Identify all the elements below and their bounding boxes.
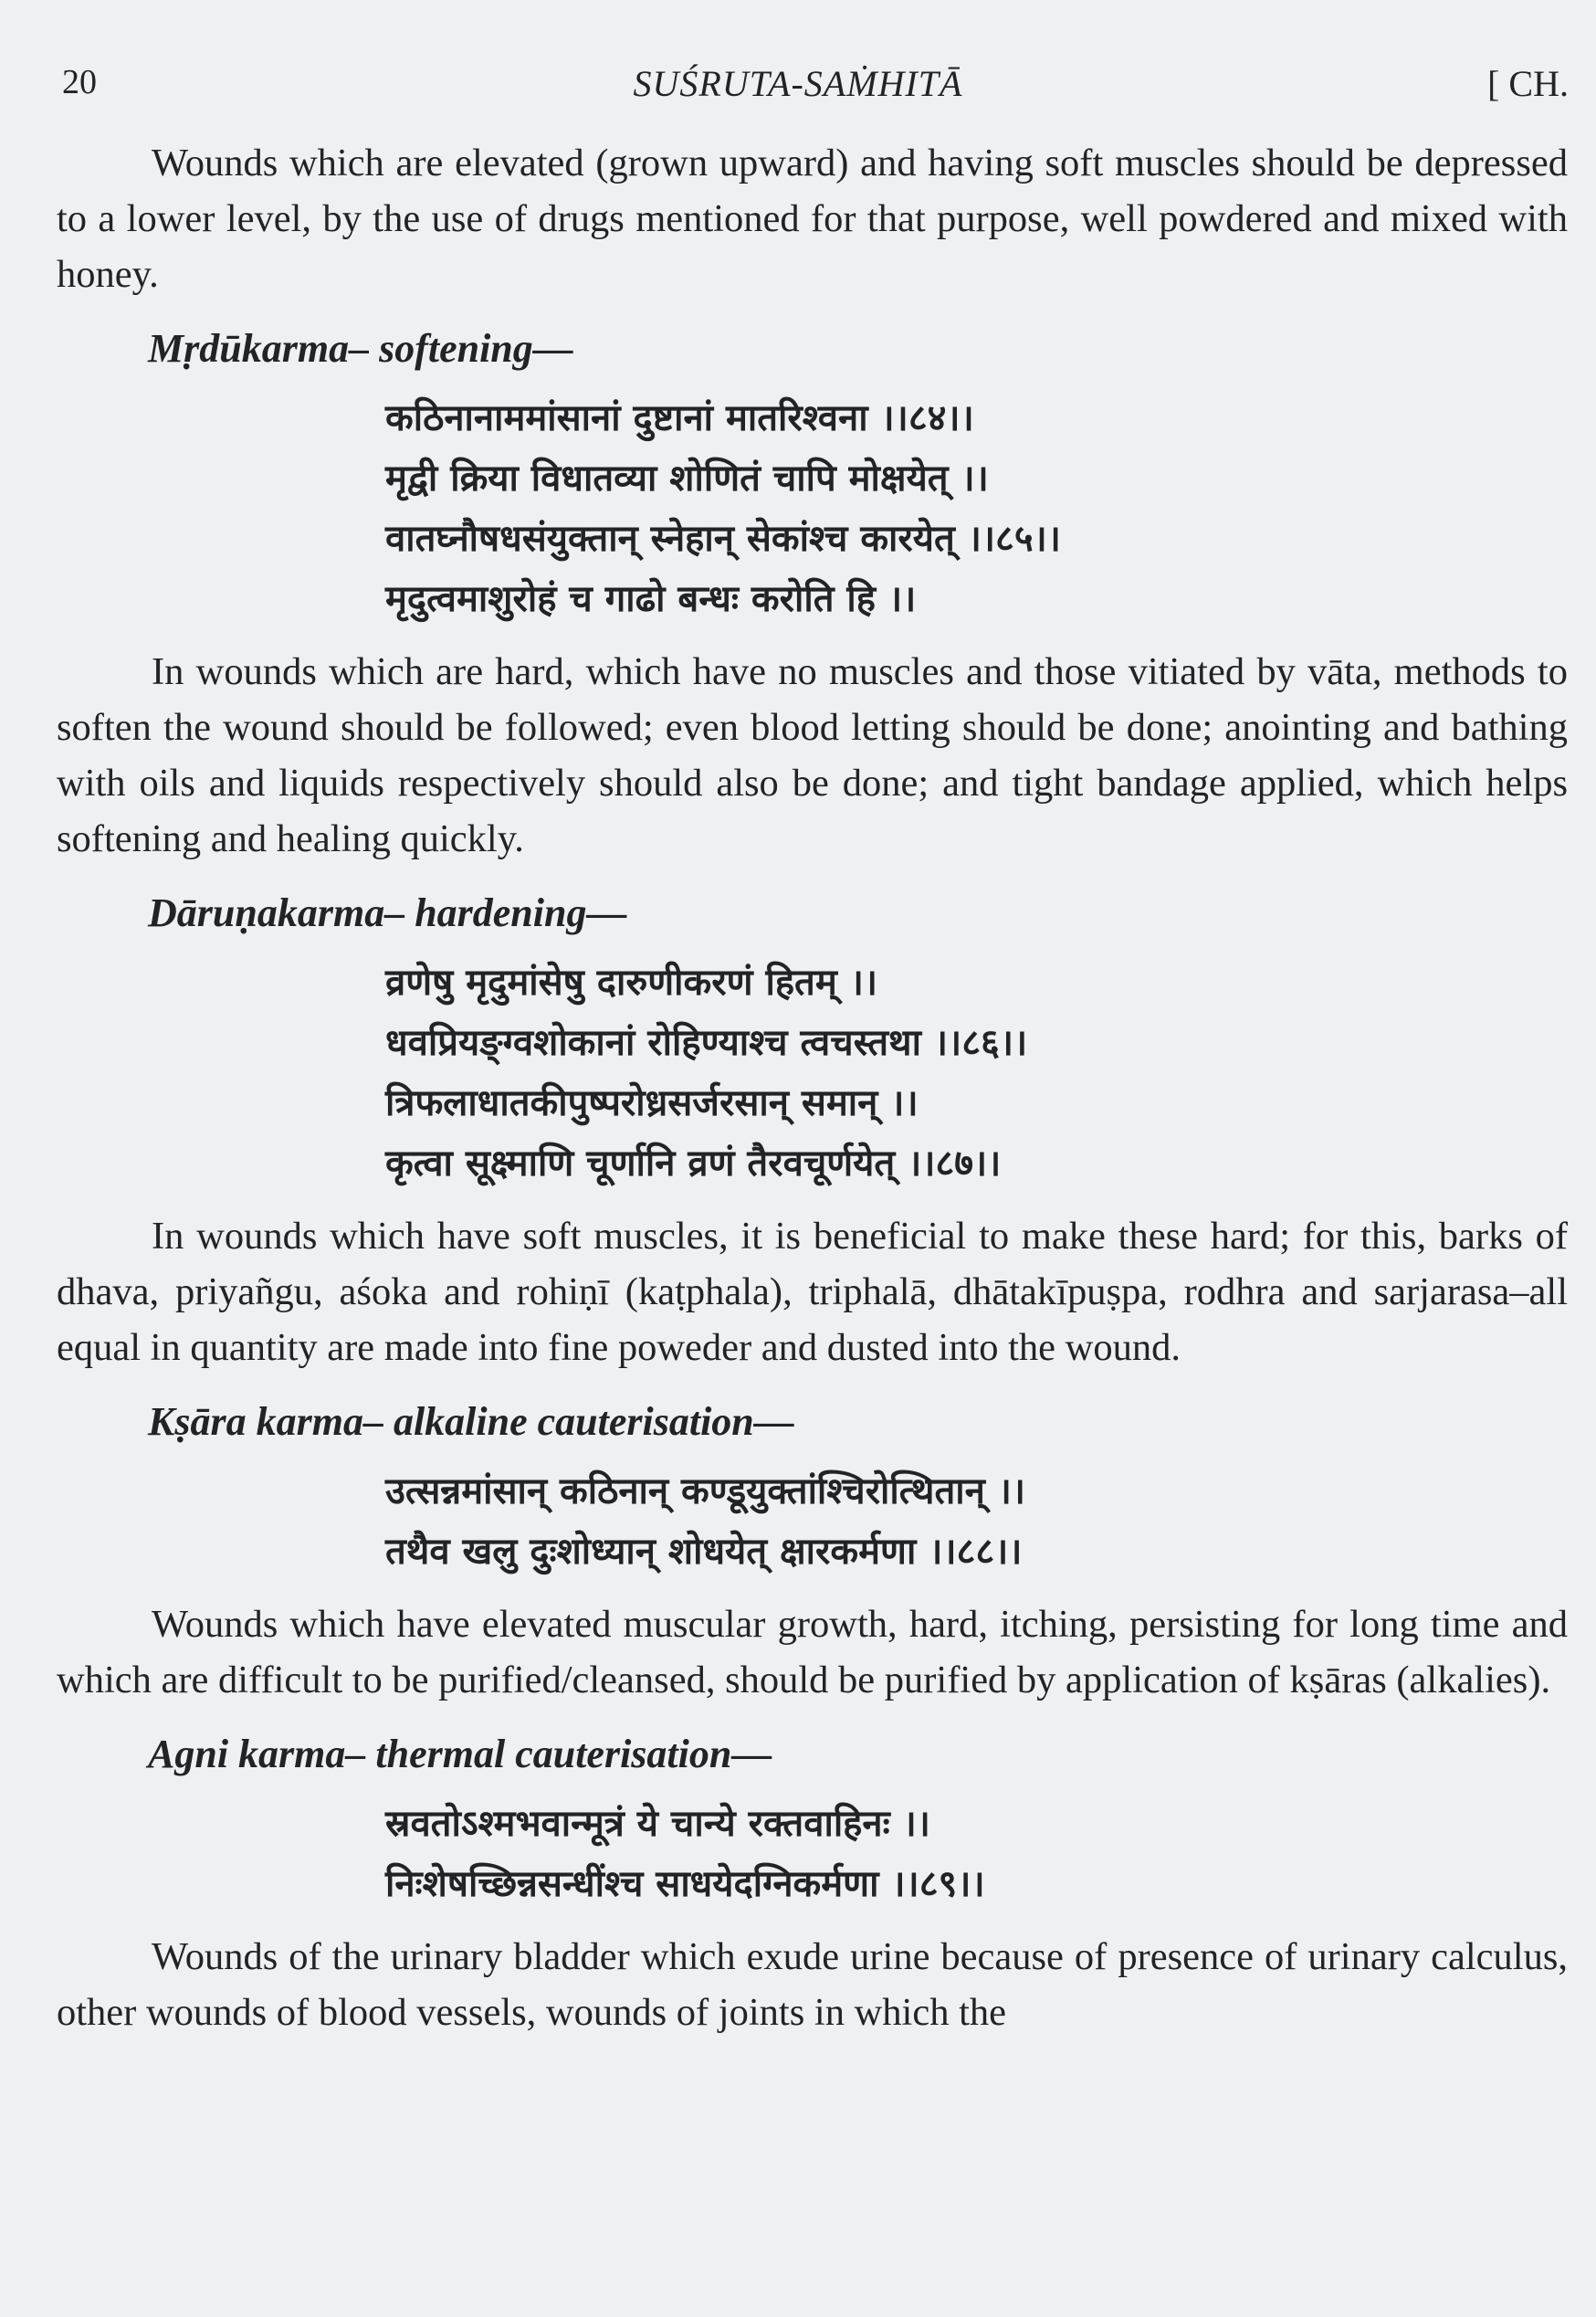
verse-line: मृदुत्वमाशुरोहं च गाढो बन्धः करोति हि ।। bbox=[385, 578, 917, 620]
verse-line: त्रिफलाधातकीपुष्परोध्रसर्जरसान् समान् ।। bbox=[385, 1082, 919, 1124]
verse-line: मृद्वी क्रिया विधातव्या शोणितं चापि मोक्षयेत् ।। bbox=[385, 458, 989, 500]
chapter-marker: [ CH. bbox=[1487, 63, 1569, 104]
page-number: 20 bbox=[62, 63, 97, 101]
verse-line: निःशेषच्छिन्नसन्धींश्च साधयेदग्निकर्मणा ।।८९।। bbox=[385, 1863, 985, 1905]
sanskrit-verse bbox=[385, 1461, 1568, 1582]
section-heading: Dāruṇakarma– hardening— bbox=[148, 890, 627, 935]
verse-line: तथैव खलु दुःशोध्यान् शोधयेत् क्षारकर्मणा ।।८८।। bbox=[385, 1531, 1023, 1573]
verse-line: धवप्रियङ्ग्वशोकानां रोहिण्याश्च त्वचस्तथा ।।८६।। bbox=[385, 1022, 1028, 1064]
sanskrit-verse bbox=[385, 388, 1568, 629]
section-heading: Agni karma– thermal cauterisation— bbox=[148, 1732, 772, 1776]
paragraph: In wounds which have soft muscles, it is beneficial to make these hard; for this, barks of dhava, priyañgu, aśoka and rohiṇī (kaṭphala), triphalā, dhātakīpuṣpa, rodhra and sarjarasa–all equal in quantity are made into fine poweder and dusted into the wound. bbox=[57, 1215, 1568, 1369]
paragraph: Wounds which are elevated (grown upward) and having soft muscles should be depressed to a lower level, by the use of drugs mentioned for that purpose, well powdered and mixed with honey. bbox=[57, 142, 1568, 296]
verse-line: स्रवतोऽश्मभवान्मूत्रं ये चान्ये रक्तवाहिनः ।। bbox=[385, 1803, 930, 1845]
verse-line: उत्सन्नमांसान् कठिनान् कण्डूयुक्तांश्चिरोत्थितान् ।। bbox=[385, 1470, 1026, 1512]
page-header bbox=[0, 55, 1596, 110]
verse-line: वातघ्नौषधसंयुक्तान् स्नेहान् सेकांश्च कारयेत् ।।८५।। bbox=[385, 518, 1061, 560]
verse-line: व्रणेषु मृदुमांसेषु दारुणीकरणं हितम् ।। bbox=[385, 962, 878, 1004]
sanskrit-verse bbox=[385, 953, 1568, 1194]
running-title: SUŚRUTA-SAṀHITĀ bbox=[633, 63, 963, 104]
section-heading: Kṣāra karma– alkaline cauterisation— bbox=[148, 1399, 794, 1444]
section-heading: Mṛdūkarma– softening— bbox=[148, 326, 573, 371]
paragraph: Wounds which have elevated muscular growth, hard, itching, persisting for long time and which are difficult to be purified/cleansed, should be purified by application of kṣāras (alkalies). bbox=[57, 1603, 1568, 1701]
verse-line: कृत्वा सूक्ष्माणि चूर्णानि व्रणं तैरवचूर्णयेत् ।।८७।। bbox=[385, 1143, 1002, 1185]
page-body bbox=[57, 135, 1568, 2040]
paragraph: In wounds which are hard, which have no muscles and those vitiated by vāta, methods to soften the wound should be followed; even blood letting should be done; anointing and bathing with oils and liquids respectively should also be done; and tight bandage applied, which helps softening and healing quickly. bbox=[57, 650, 1568, 860]
verse-line: कठिनानाममांसानां दुष्टानां मातरिश्वना ।।८४।। bbox=[385, 397, 974, 439]
paragraph: Wounds of the urinary bladder which exude urine because of presence of urinary calculus, other wounds of blood vessels, wounds of joints in which the bbox=[57, 1935, 1568, 2034]
sanskrit-verse bbox=[385, 1794, 1568, 1914]
